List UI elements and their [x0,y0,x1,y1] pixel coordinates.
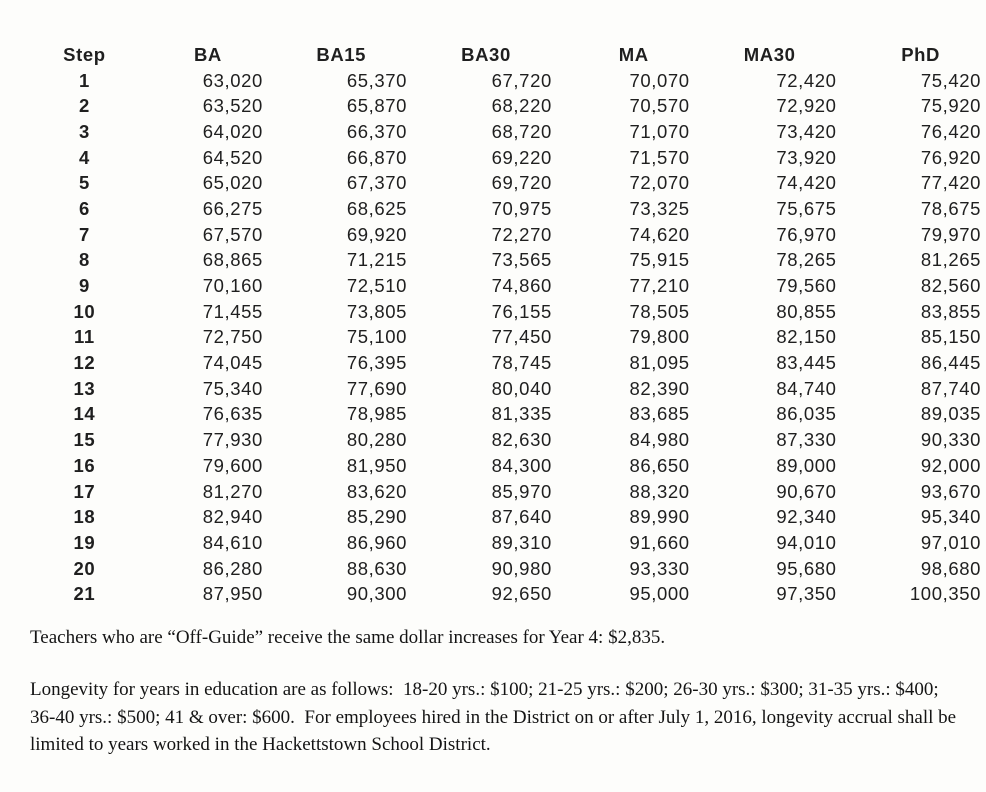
salary-cell: 87,330 [776,429,837,451]
salary-cell: 64,520 [202,146,263,168]
salary-cell: 75,420 [920,69,981,91]
salary-cell: 82,630 [491,429,552,451]
table-row [58,581,986,607]
salary-cell: 66,275 [202,197,263,219]
salary-cell: 83,855 [920,300,981,322]
salary-cell: 100,350 [909,583,981,605]
salary-cell: 76,395 [346,352,408,374]
table-row [58,402,986,428]
salary-cell: 81,950 [346,454,408,476]
salary-cell: 89,000 [776,454,837,476]
table-row [58,299,986,325]
salary-cell: 73,565 [491,249,552,271]
salary-cell: 90,980 [491,557,552,579]
table-row [58,248,986,274]
salary-cell: 68,220 [491,95,552,117]
salary-cell: 80,040 [491,377,552,399]
salary-cell: 77,450 [491,326,552,348]
salary-cell: 78,675 [920,197,981,219]
step-cell: 5 [78,172,90,194]
table-row [58,170,986,196]
step-cell: 3 [78,120,90,142]
column-header-ma: MA [618,43,649,65]
salary-cell: 68,625 [346,197,408,219]
salary-cell: 76,635 [202,403,263,425]
table-row [58,145,986,171]
salary-cell: 78,265 [776,249,837,271]
salary-cell: 77,210 [629,275,690,297]
salary-cell: 90,330 [920,429,981,451]
salary-cell: 76,420 [920,120,981,142]
salary-cell: 97,010 [920,531,981,553]
table-row [58,479,986,505]
salary-cell: 70,975 [491,197,552,219]
salary-cell: 79,800 [629,326,690,348]
salary-cell: 81,265 [920,249,981,271]
salary-cell: 72,070 [629,172,690,194]
salary-cell: 67,370 [346,172,408,194]
salary-cell: 69,720 [491,172,552,194]
salary-cell: 81,270 [202,480,263,502]
salary-cell: 87,640 [491,506,552,528]
longevity-note: Longevity for years in education are as follows: 18-20 yrs.: $100; 21-25 yrs.: $200; 26-30 yrs.: $300; 31-35 yrs.: $400; 36-40 yrs.: $500; 41 & over: $600. For employees hired in the District on or after July 1, 2016, longevity accrual shall be limited to years worked in the Hackettstown School District. [30,679,961,755]
step-cell: 6 [78,197,90,219]
salary-cell: 81,095 [629,352,690,374]
salary-schedule-table [58,42,986,607]
salary-cell: 95,680 [776,557,837,579]
salary-cell: 75,920 [920,95,981,117]
salary-cell: 88,630 [346,557,408,579]
salary-cell: 65,020 [202,172,263,194]
salary-cell: 92,340 [776,506,837,528]
step-cell: 15 [73,429,96,451]
salary-cell: 97,350 [776,583,837,605]
step-cell: 21 [73,583,96,605]
salary-cell: 63,020 [202,69,263,91]
salary-cell: 82,560 [920,275,981,297]
salary-cell: 79,600 [202,454,263,476]
salary-cell: 76,155 [491,300,552,322]
salary-cell: 67,570 [202,223,263,245]
salary-cell: 71,215 [346,249,408,271]
salary-cell: 75,340 [202,377,263,399]
table-row [58,376,986,402]
step-cell: 4 [78,146,90,168]
salary-cell: 70,570 [629,95,690,117]
salary-cell: 98,680 [920,557,981,579]
salary-cell: 84,980 [629,429,690,451]
step-cell: 19 [73,531,96,553]
salary-cell: 91,660 [629,531,690,553]
salary-cell: 90,670 [776,480,837,502]
salary-cell: 72,270 [491,223,552,245]
salary-cell: 64,020 [202,120,263,142]
salary-cell: 81,335 [491,403,552,425]
salary-cell: 85,970 [491,480,552,502]
column-header-step: Step [63,43,106,65]
salary-cell: 71,570 [629,146,690,168]
salary-cell: 69,920 [346,223,408,245]
salary-cell: 89,990 [629,506,690,528]
column-header-ba15: BA15 [316,43,367,65]
step-cell: 8 [78,249,90,271]
salary-cell: 77,690 [346,377,408,399]
step-cell: 16 [73,454,96,476]
salary-cell: 76,920 [920,146,981,168]
salary-cell: 63,520 [202,95,263,117]
salary-cell: 94,010 [776,531,837,553]
salary-cell: 84,740 [776,377,837,399]
salary-cell: 82,940 [202,506,263,528]
salary-cell: 75,915 [629,249,690,271]
salary-cell: 71,455 [202,300,263,322]
salary-cell: 82,390 [629,377,690,399]
salary-cell: 78,985 [346,403,408,425]
salary-cell: 68,865 [202,249,263,271]
salary-cell: 66,370 [346,120,408,142]
salary-cell: 78,505 [629,300,690,322]
column-header-ba30: BA30 [461,43,511,65]
salary-cell: 75,100 [346,326,408,348]
off-guide-note: Teachers who are “Off-Guide” receive the same dollar increases for Year 4: $2,835. [30,627,666,648]
salary-cell: 86,960 [346,531,408,553]
salary-cell: 84,610 [202,531,263,553]
salary-cell: 72,420 [776,69,837,91]
salary-cell: 74,420 [776,172,837,194]
salary-cell: 67,720 [491,69,552,91]
salary-cell: 83,620 [346,480,408,502]
step-cell: 2 [78,95,90,117]
table-header-row [58,42,986,68]
salary-cell: 77,420 [920,172,981,194]
salary-cell: 65,370 [346,69,408,91]
salary-cell: 74,860 [491,275,552,297]
table-row [58,196,986,222]
step-cell: 9 [78,275,90,297]
salary-cell: 90,300 [346,583,408,605]
salary-cell: 79,970 [920,223,981,245]
table-row [58,556,986,582]
salary-cell: 68,720 [491,120,552,142]
salary-cell: 73,920 [776,146,837,168]
salary-cell: 73,325 [629,197,690,219]
salary-cell: 69,220 [491,146,552,168]
salary-cell: 86,445 [920,352,981,374]
salary-cell: 66,870 [346,146,408,168]
salary-cell: 89,310 [491,531,552,553]
salary-cell: 70,160 [202,275,263,297]
salary-cell: 85,290 [346,506,408,528]
table-row [58,119,986,145]
step-cell: 12 [73,352,96,374]
salary-cell: 92,000 [920,454,981,476]
step-cell: 7 [78,223,90,245]
salary-cell: 65,870 [346,95,408,117]
salary-cell: 86,650 [629,454,690,476]
step-cell: 18 [73,506,96,528]
column-header-ba: BA [193,43,222,65]
step-cell: 13 [73,377,96,399]
table-row [58,504,986,530]
salary-cell: 95,340 [920,506,981,528]
salary-cell: 93,330 [629,557,690,579]
salary-cell: 87,740 [920,377,981,399]
step-cell: 17 [73,480,96,502]
table-row [58,350,986,376]
salary-cell: 74,620 [629,223,690,245]
salary-cell: 82,150 [776,326,837,348]
salary-cell: 75,675 [776,197,837,219]
salary-cell: 83,685 [629,403,690,425]
table-row [58,68,986,94]
table-row [58,222,986,248]
salary-cell: 95,000 [629,583,690,605]
table-row [58,427,986,453]
salary-cell: 72,510 [346,275,408,297]
salary-cell: 78,745 [491,352,552,374]
salary-cell: 84,300 [491,454,552,476]
salary-cell: 79,560 [776,275,837,297]
step-cell: 14 [73,403,96,425]
salary-cell: 76,970 [776,223,837,245]
table-row [58,530,986,556]
salary-cell: 85,150 [920,326,981,348]
salary-cell: 73,805 [346,300,408,322]
salary-cell: 80,855 [776,300,837,322]
step-cell: 10 [73,300,96,322]
salary-cell: 77,930 [202,429,263,451]
salary-cell: 89,035 [920,403,981,425]
column-header-phd: PhD [901,43,940,65]
salary-cell: 86,280 [202,557,263,579]
salary-cell: 87,950 [202,583,263,605]
table-row [58,325,986,351]
salary-cell: 73,420 [776,120,837,142]
step-cell: 11 [74,326,95,348]
column-header-ma30: MA30 [743,43,796,65]
table-row [58,273,986,299]
table-row [58,453,986,479]
salary-cell: 71,070 [629,120,690,142]
salary-cell: 86,035 [776,403,837,425]
salary-cell: 92,650 [491,583,552,605]
salary-cell: 72,920 [776,95,837,117]
salary-cell: 70,070 [629,69,690,91]
salary-cell: 72,750 [202,326,263,348]
salary-cell: 83,445 [776,352,837,374]
step-cell: 1 [78,69,90,91]
salary-cell: 80,280 [346,429,408,451]
salary-cell: 74,045 [202,352,263,374]
salary-cell: 88,320 [629,480,690,502]
salary-cell: 93,670 [920,480,981,502]
table-row [58,93,986,119]
step-cell: 20 [73,557,96,579]
